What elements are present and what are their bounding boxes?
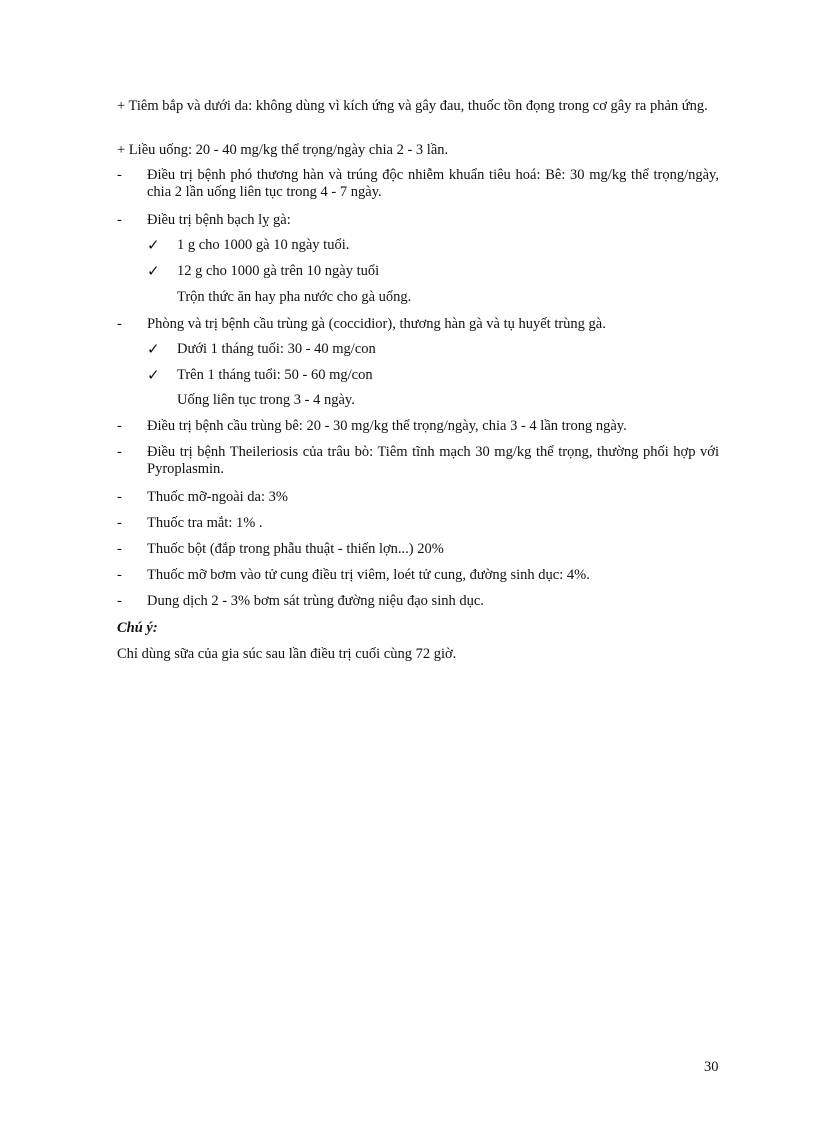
sub-note: Uống liên tục trong 3 - 4 ngày. (177, 392, 355, 408)
note-text: Chỉ dùng sữa của gia súc sau lần điều trị cuối cùng 72 giờ. (117, 646, 457, 662)
page-number: 30 (704, 1059, 719, 1075)
list-item-text: Thuốc bột (đắp trong phẫu thuật - thiến lợn...) 20% (147, 541, 444, 557)
list-item-text: Điều trị bệnh cầu trùng bê: 20 - 30 mg/kg thể trọng/ngày, chia 3 - 4 lần trong ngày. (147, 418, 627, 434)
check-icon: ✓ (147, 236, 160, 254)
note-heading: Chú ý: (117, 620, 158, 636)
list-item-text: Điều trị bệnh Theileriosis của trâu bò: Tiêm tĩnh mạch 30 mg/kg thể trọng, thường phối hợp với Pyroplasmin. (147, 444, 719, 477)
bullet-dash: - (117, 515, 122, 531)
list-item-text: Thuốc mỡ-ngoài da: 3% (147, 489, 288, 505)
bullet-dash: - (117, 418, 122, 434)
sub-note: Trộn thức ăn hay pha nước cho gà uống. (177, 289, 412, 305)
list-item-text: Thuốc mỡ bơm vào tử cung điều trị viêm, loét tử cung, đường sinh dục: 4%. (147, 567, 590, 583)
bullet-dash: - (117, 489, 122, 505)
check-item-text: Trên 1 tháng tuổi: 50 - 60 mg/con (177, 367, 373, 383)
bullet-dash: - (117, 167, 122, 183)
check-icon: ✓ (147, 340, 160, 358)
list-item-text: Điều trị bệnh phó thương hàn và trúng độc nhiễm khuẩn tiêu hoá: Bê: 30 mg/kg thể trọng/ngày, chia 2 lần uống liên tục trong 4 - 7 ngày. (147, 167, 719, 200)
bullet-dash: - (117, 541, 122, 557)
list-item-text: Thuốc tra mắt: 1% . (147, 515, 263, 531)
intro-injection: + Tiêm bắp và dưới da: không dùng vì kích ứng và gây đau, thuốc tồn đọng trong cơ gây ra phản ứng. (117, 98, 708, 114)
check-item-text: 1 g cho 1000 gà 10 ngày tuổi. (177, 237, 350, 253)
bullet-dash: - (117, 593, 122, 609)
list-item-text: Điều trị bệnh bạch lỵ gà: (147, 212, 291, 228)
bullet-dash: - (117, 316, 122, 332)
check-item-text: Dưới 1 tháng tuổi: 30 - 40 mg/con (177, 341, 376, 357)
check-icon: ✓ (147, 366, 160, 384)
list-item-text: Phòng và trị bệnh cầu trùng gà (coccidior), thương hàn gà và tụ huyết trùng gà. (147, 316, 606, 332)
bullet-dash: - (117, 567, 122, 583)
intro-oral-dose: + Liều uống: 20 - 40 mg/kg thể trọng/ngày chia 2 - 3 lần. (117, 142, 449, 158)
bullet-dash: - (117, 444, 122, 460)
check-icon: ✓ (147, 262, 160, 280)
bullet-dash: - (117, 212, 122, 228)
list-item-text: Dung dịch 2 - 3% bơm sát trùng đường niệu đạo sinh dục. (147, 593, 484, 609)
check-item-text: 12 g cho 1000 gà trên 10 ngày tuổi (177, 263, 380, 279)
